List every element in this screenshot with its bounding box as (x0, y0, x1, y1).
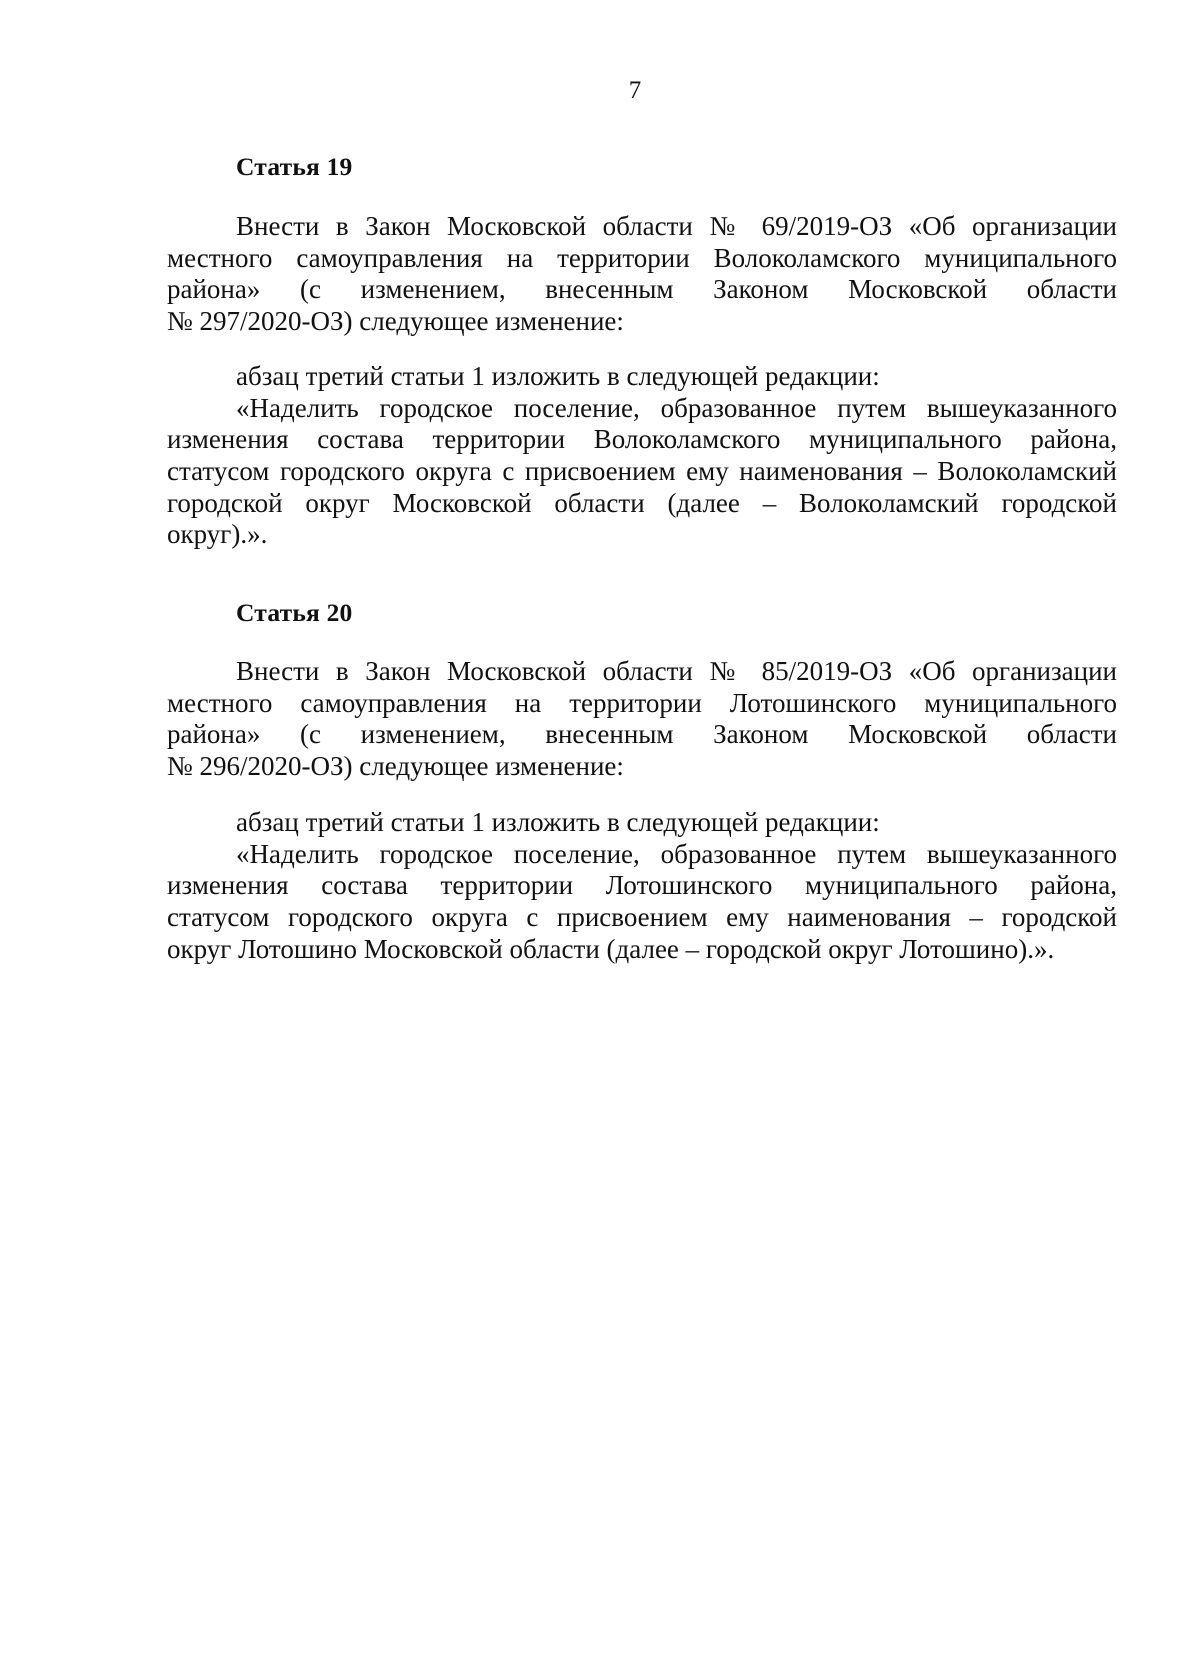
article-19-intro-paragraph (167, 211, 1117, 338)
article-20-amend-line-3: изменения состава территории Лотошинского муниципального района, (167, 870, 1117, 901)
article-19-amend-line-1: абзац третий статьи 1 изложить в следующей редакции: (236, 361, 880, 391)
article-19-amendment-paragraph (167, 361, 1117, 551)
article-20-heading: Статья 20 (236, 598, 353, 627)
article-19-intro-line-4: № 297/2020-ОЗ) следующее изменение: (167, 306, 624, 337)
article-20-intro-line-1: Внести в Закон Московской области № 85/2019-ОЗ «Об организации (236, 656, 1117, 686)
article-20-amend-line-1: абзац третий статьи 1 изложить в следующей редакции: (236, 807, 880, 837)
article-20-amendment-paragraph (167, 807, 1117, 965)
article-20-intro-line-3: района» (с изменением, внесенным Законом Московской области (167, 719, 1117, 750)
article-20-intro-paragraph (167, 656, 1117, 783)
article-19-amend-line-5: городской округ Московской области (далее – Волоколамский городской (167, 487, 1117, 518)
article-19-amend-line-6: округ).». (167, 519, 268, 550)
article-19-amend-line-3: изменения состава территории Волоколамского муниципального района, (167, 424, 1117, 455)
article-20-amend-line-5: округ Лотошино Московской области (далее – городской округ Лотошино).». (167, 933, 1055, 964)
article-20-amend-line-2: «Наделить городское поселение, образованное путем вышеуказанного (236, 838, 1117, 869)
article-19-amend-line-4: статусом городского округа с присвоением ему наименования – Волоколамский (167, 456, 1117, 487)
article-19-intro-line-1: Внести в Закон Московской области № 69/2019-ОЗ «Об организации (236, 211, 1117, 241)
article-19-amend-line-2: «Наделить городское поселение, образованное путем вышеуказанного (236, 392, 1117, 423)
article-19-intro-line-3: района» (с изменением, внесенным Законом Московской области (167, 274, 1117, 305)
article-20-intro-line-2: местного самоуправления на территории Лотошинского муниципального (167, 687, 1117, 718)
article-20-intro-line-4: № 296/2020-ОЗ) следующее изменение: (167, 751, 624, 782)
article-19-heading: Статья 19 (236, 152, 353, 181)
page-number: 7 (628, 77, 642, 104)
article-20-amend-line-4: статусом городского округа с присвоением ему наименования – городской (167, 902, 1117, 933)
article-19-intro-line-2: местного самоуправления на территории Волоколамского муниципального (167, 242, 1117, 273)
